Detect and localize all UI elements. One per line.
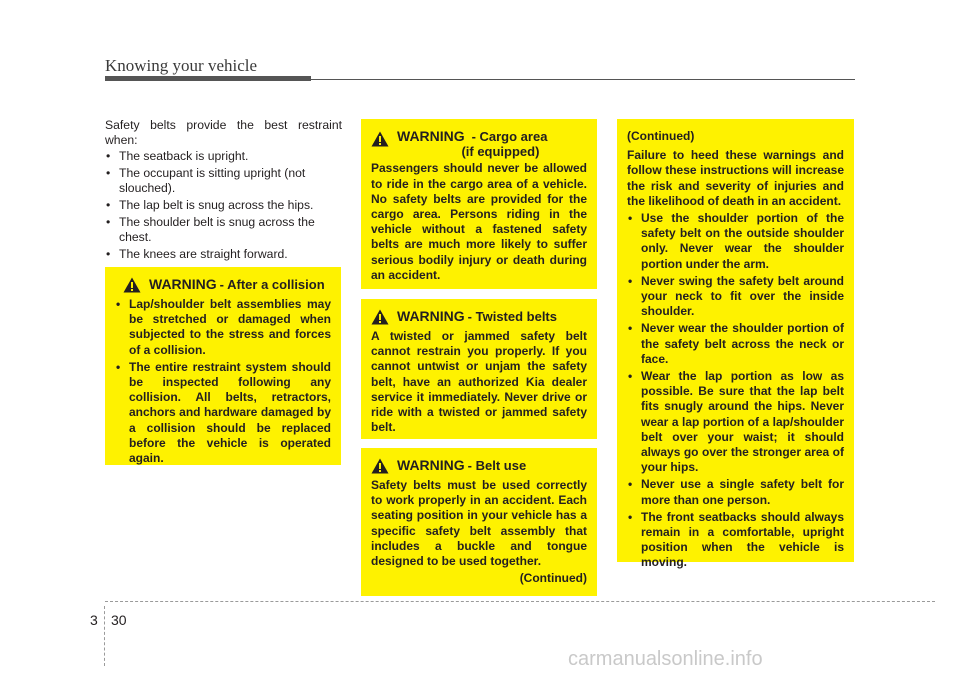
footer-divider <box>104 606 105 666</box>
page-number: 30 <box>111 612 127 628</box>
continued-intro: Failure to heed these warnings and follow these instructions will increase the risk and severity of injuries and the likelihood of death in an accident. <box>627 148 844 208</box>
list-item: • The occupant is sitting upright (not slouched). <box>105 166 342 196</box>
watermark: carmanualsonline.info <box>568 648 763 670</box>
warning-list <box>115 297 331 466</box>
intro-text <box>105 118 342 264</box>
intro-lead: Safety belts provide the best restraint when: <box>105 118 342 147</box>
continued-note: (Continued) <box>519 571 587 586</box>
warning-heading <box>371 458 587 474</box>
warning-title <box>397 129 547 159</box>
warning-subtitle: - Twisted belts <box>467 309 557 325</box>
list-item: • Never wear the shoulder portion of the safety belt across the neck or face. <box>627 321 844 367</box>
warning-triangle-icon <box>371 131 389 147</box>
warning-heading <box>371 309 587 325</box>
continued-heading: (Continued) <box>627 129 695 143</box>
list-item: • Lap/shoulder belt assemblies may be stretched or damaged when subjected to the stress and forces of a collision. <box>115 297 331 358</box>
warning-label: WARNING <box>397 128 465 144</box>
warning-body: A twisted or jammed safety belt cannot restrain you properly. If you cannot untwist or unjam the safety belt, have an authorized Kia dealer service it immediately. Never drive or ride with a twisted or jammed safety belt. <box>371 329 587 435</box>
warning-body: Passengers should never be allowed to ride in the cargo area of a vehicle. No safety belts are provided for the cargo area. Persons riding in the vehicle without a fastened safety belts are much more likely to suffer serious bodily injury or death during an accident. <box>371 161 587 282</box>
list-item: • Never use a single safety belt for more than one person. <box>627 477 844 507</box>
list-item: • The front seatbacks should always remain in a comfortable, upright position when the vehicle is moving. <box>627 510 844 571</box>
list-item: • The knees are straight forward. <box>105 247 342 262</box>
list-item: • Wear the lap portion as low as possible. Be sure that the lap belt fits snugly around the hips. Never wear a lap portion of a lap/shoulder belt over your waist; it should always go over the stronger area of your hips. <box>627 369 844 475</box>
warning-triangle-icon <box>371 309 389 325</box>
header-rule <box>105 79 855 80</box>
warning-subtitle: - After a collision <box>219 277 325 293</box>
list-item: • The entire restraint system should be inspected following any collision. All belts, retractors, anchors and hardware damaged by a collision should be replaced before the vehicle is operated again. <box>115 360 331 466</box>
warning-box-belt-use <box>361 448 597 596</box>
warning-label: WARNING <box>149 276 217 293</box>
warning-label: WARNING <box>397 457 465 474</box>
warning-box-continued <box>617 119 854 570</box>
warning-box-cargo-area <box>361 119 597 289</box>
warning-box-twisted-belts <box>361 299 597 439</box>
list-item: • The lap belt is snug across the hips. <box>105 198 342 213</box>
warning-body: Safety belts must be used correctly to work properly in an accident. Each seating position in your vehicle has a specific safety belt assembly that includes a buckle and tongue designed to be used together. <box>371 478 587 569</box>
list-item: • Use the shoulder portion of the safety belt on the outside shoulder only. Never wear the shoulder portion under the arm. <box>627 211 844 272</box>
warning-box-after-collision <box>105 267 341 465</box>
warning-subtitle-line2: (if equipped) <box>461 144 540 160</box>
warning-triangle-icon <box>123 277 141 293</box>
list-item: • The seatback is upright. <box>105 149 342 164</box>
section-title: Knowing your vehicle <box>105 56 258 75</box>
footer-rule <box>105 601 935 602</box>
warning-label: WARNING <box>397 308 465 325</box>
chapter-number: 3 <box>90 612 98 628</box>
warning-triangle-icon <box>371 458 389 474</box>
list-item: • The shoulder belt is snug across the chest. <box>105 215 342 245</box>
continued-list <box>627 211 844 571</box>
list-item: • Never swing the safety belt around your neck to fit over the inside shoulder. <box>627 274 844 320</box>
intro-list <box>105 149 342 262</box>
warning-heading <box>123 277 331 293</box>
warning-subtitle: - Cargo area <box>471 129 548 144</box>
warning-subtitle: - Belt use <box>467 458 527 474</box>
warning-heading <box>371 129 587 159</box>
